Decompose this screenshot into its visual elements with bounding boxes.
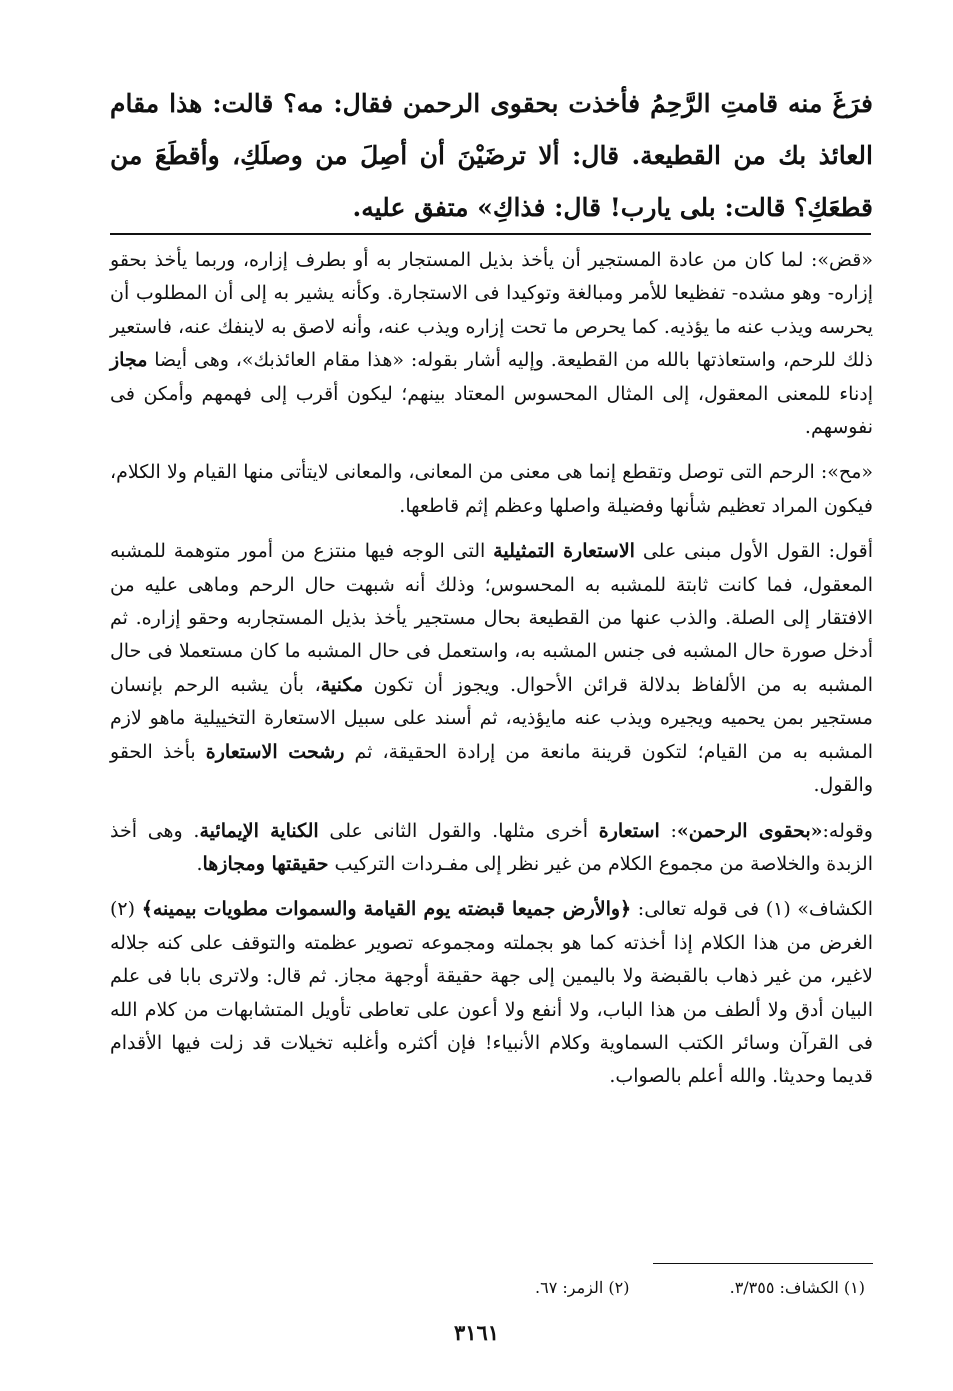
commentary-paragraph-qawluhu: وقوله:«بحقوى الرحمن»: استعارة أخرى مثلها. والقول الثانى على الكناية الإيمائية. وهى أخذ الزبدة والخلاصة من مجموع الكلام من غير نظر إلى مفـردات التركيب حقيقتها ومجازها. <box>110 819 873 875</box>
separator-rule <box>110 233 871 235</box>
footnote-2: (٢) الزمر: ٦٧. <box>535 1278 630 1297</box>
hadith-text: فرَغَ منه قامتِ الرَّحِمُ فأخذت بحقوى الرحمن فقال: مه؟ قالت: هذا مقام العائذ بك من القطيعة. قال: ألا ترضَيْنَ أن أصِلَ من وصلَكِ، وأقطَعَ من قطعَكِ؟ قالت: بلى يارب! قال: فذاكِ» متفق عليه. <box>110 89 873 222</box>
commentary <box>110 244 873 1094</box>
page-number: ٣١٦١ <box>453 1320 500 1345</box>
commentary-paragraph-aqul: أقول: القول الأول مبنى على الاستعارة التمثيلية التى الوجه فيها منتزع من أمور متوهمة للمشبه المعقول، فما كانت ثابتة للمشبه به المحسوس؛ وذلك أنه شبهت حال الرحم وماهى عليه من الافتقار إلى الصلة. والذب عنها من القطيعة بحال مستجير يأخذ بذيل المستجاربه وحقو إزاره. ثم أدخل صورة حال المشبه فى جنس المشبه به، واستعمل فى حال المشبه ما كان مستعملا فى حال المشبه به من الألفاظ بدلالة قرائن الأحوال. ويجوز أن تكون مكنية، بأن يشبه الرحم بإنسان مستجير بمن يحميه ويجيره ويذب عنه مايؤذيه، ثم أسند على سبيل الاستعارة التخييلية ماهو لازم المشبه به من القيام؛ لتكون قرينة مانعة من إرادة الحقيقة، ثم رشحت الاستعارة بأخذ الحقو والقول. <box>110 540 873 797</box>
footnote-1: (١) الكشاف: ٣/٣٥٥. <box>729 1278 865 1297</box>
commentary-paragraph-qad: «قض»: لما كان من عادة المستجير أن يأخذ بذيل المستجار به أو بطرف إزاره، وربما يأخذ بحقو إزاره- وهو مشده- تفظيعا للأمر ومبالغة وتوكيدا فى الاستجارة. وكأنه يشير به إلى أن المطلوب أن يحرسه ويذب عنه ما يؤذيه. كما يحرص ما تحت إزاره ويذب عنه، وأنه لاصق به لاينفك عنه، فاستعير ذلك للرحم، واستعاذتها بالله من القطيعة. وإليه أشار بقوله: «هذا مقام العائذبك»، وهى أيضا مجاز إدناء للمعنى المعقول، إلى المثال المحسوس المعتاد بينهم؛ ليكون أقرب إلى فهمهم وأمكن فى نفوسهم. <box>110 249 873 439</box>
commentary-paragraph-mah: «مح»: الرحم التى توصل وتقطع إنما هى معنى من المعانى، والمعانى لايتأتى منها القيام ولا الكلام، فيكون المراد تعظيم شأنها وفضيلة واصلها وعظم إثم قاطعها. <box>110 461 873 517</box>
footnotes <box>535 1276 865 1300</box>
footnote-rule <box>653 1263 873 1264</box>
commentary-paragraph-kashshaf: الكشاف» (١) فى قوله تعالى: ﴿والأرض جميعا قبضته يوم القيامة والسموات مطويات بيمينه﴾ (٢) الغرض من هذا الكلام إذا أخذته كما هو بجملته ومجموعه تصوير عظمته والتوقف على كنه جلاله لاغير، من غير ذهاب بالقبضة ولا باليمين إلى جهة حقيقة أوجهة مجاز. ثم قال: ولاترى بابا فى علم البيان أدق ولا ألطف من هذا الباب، ولا أنفع ولا أعون على تعاطى تأويل المتشابهات من كلام الله فى القرآن وسائر الكتب السماوية وكلام الأنبياء! فإن أكثره وأغلبه تخيلات قد زلت فيها الأقدام قديما وحديثا. والله أعلم بالصواب. <box>110 898 873 1088</box>
